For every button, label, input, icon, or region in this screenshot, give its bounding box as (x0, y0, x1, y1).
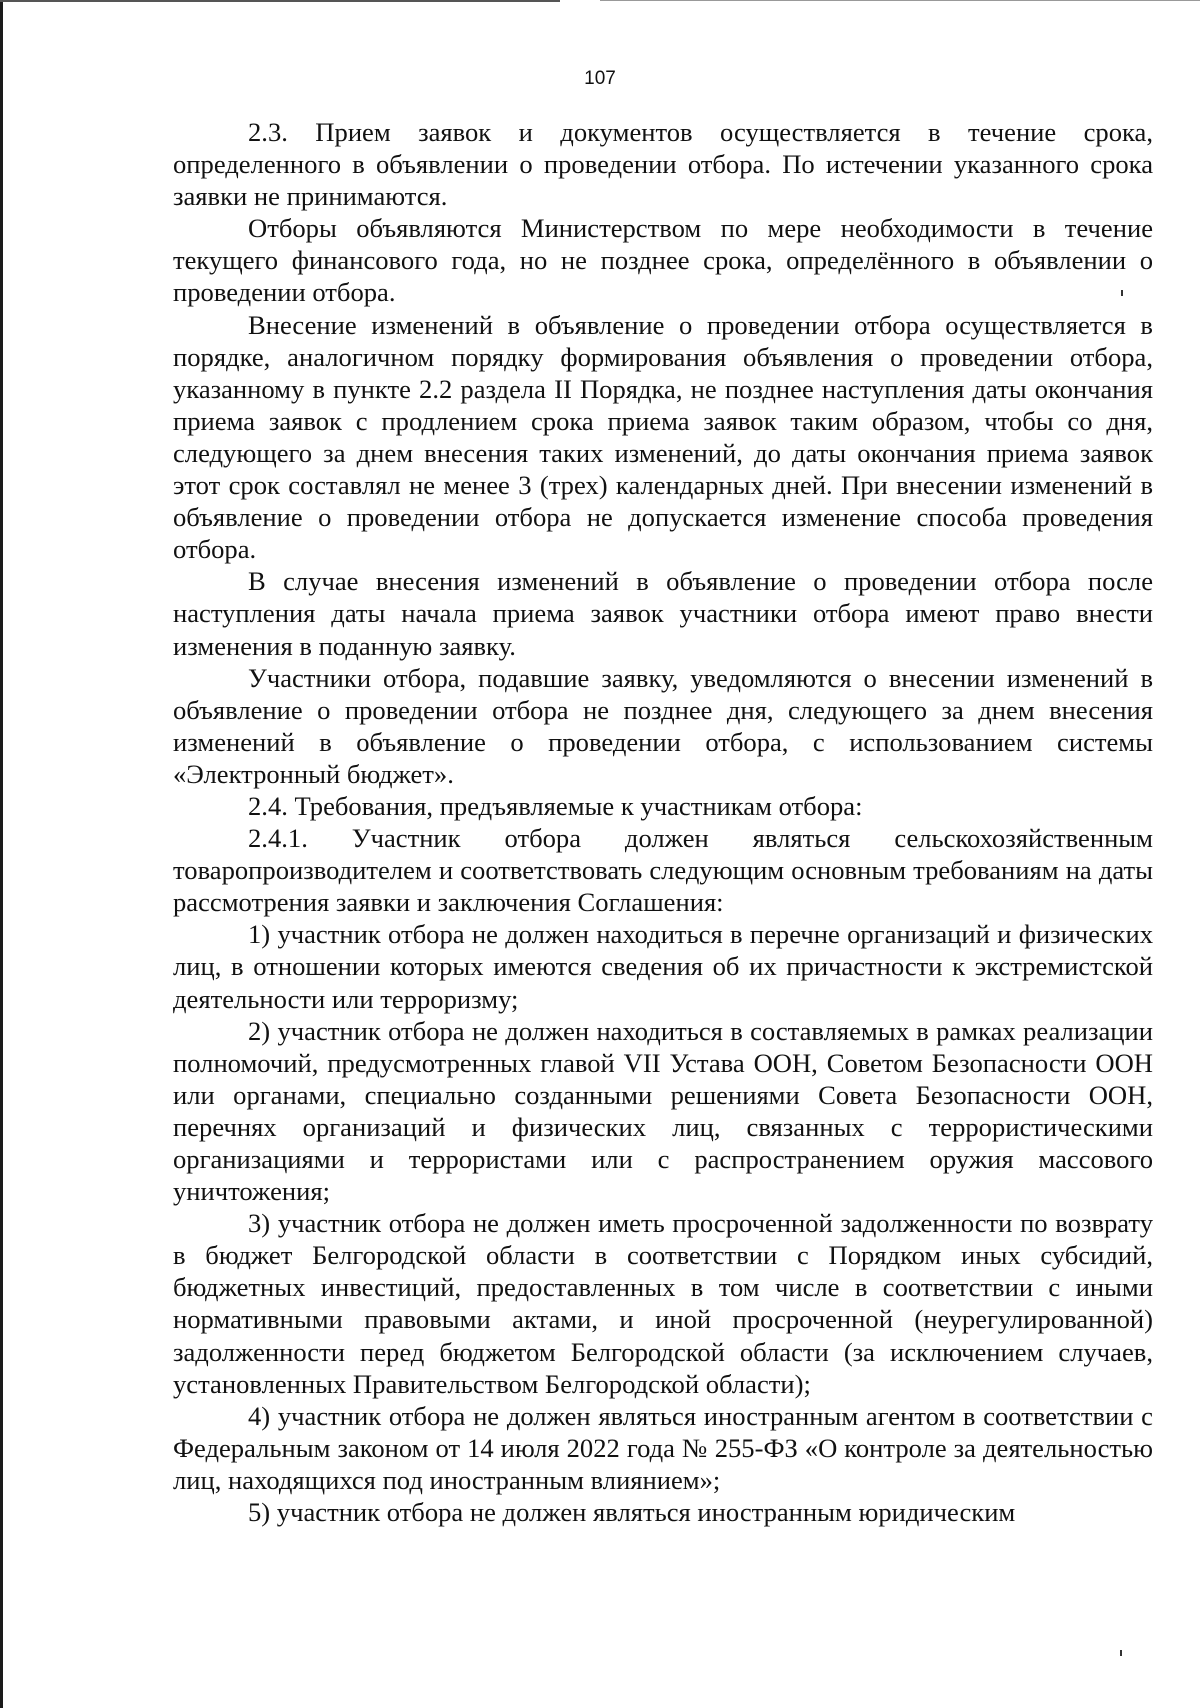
paragraph-changes-after-start: В случае внесения изменений в объявление о проведении отбора после наступления даты начала приема заявок участники отбора имеют право внести изменения в поданную заявку. (173, 566, 1153, 661)
requirement-4: 4) участник отбора не должен являться иностранным агентом в соответствии с Федеральным законом от 14 июля 2022 года № 255-ФЗ «О контроле за деятельностью лиц, находящихся под иностранным влиянием»; (173, 1400, 1153, 1495)
scan-top-edge (0, 0, 560, 2)
scan-top-edge-right (600, 0, 1200, 1)
paragraph-changes-to-announcement: Внесение изменений в объявление о проведении отбора осуществляется в порядке, аналогичном порядку формирования объявления о проведении отбора, указанному в пункте 2.2 раздела II Порядка, не позднее наступления даты окончания приема заявок с продлением срока приема заявок таким образом, чтобы со дня, следующего за днем внесения таких изменений, до даты окончания приема заявок этот срок составлял не менее 3 (трех) календарных дней. При внесении изменений в объявление о проведении отбора не допускается изменение способа проведения отбора. (173, 309, 1153, 565)
requirement-2: 2) участник отбора не должен находиться в составляемых в рамках реализации полномочий, предусмотренных главой VII Устава ООН, Советом Безопасности ООН или органами, специально созданными решениями Совета Безопасности ООН, перечнях организаций и физических лиц, связанных с террористическими организациями и террористами или с распространением оружия массового уничтожения; (173, 1015, 1153, 1207)
paragraph-2-3: 2.3. Прием заявок и документов осуществляется в течение срока, определенного в объявлении о проведении отбора. По истечении указанного срока заявки не принимаются. (173, 117, 1153, 212)
paragraph-2-4: 2.4. Требования, предъявляемые к участникам отбора: (248, 790, 863, 821)
scan-left-edge (0, 0, 3, 1708)
requirement-3: 3) участник отбора не должен иметь просроченной задолженности по возврату в бюджет Белгородской области в соответствии с Порядком иных субсидий, бюджетных инвестиций, предоставленных в том числе в соответствии с иными нормативными правовыми актами, и иной просроченной (неурегулированной) задолженности перед бюджетом Белгородской области (за исключением случаев, установленных Правительством Белгородской области); (173, 1208, 1153, 1399)
scan-speck (1120, 1650, 1122, 1656)
paragraph-participants-notified: Участники отбора, подавшие заявку, уведомляются о внесении изменений в объявление о проведении отбора не позднее дня, следующего за днем внесения изменений в объявление о проведении отбора, с использованием системы «Электронный бюджет». (173, 662, 1153, 789)
page-number: 107 (584, 68, 616, 89)
requirement-5: 5) участник отбора не должен являться иностранным юридическим (248, 1497, 1016, 1528)
scan-speck (1121, 290, 1123, 296)
paragraph-2-4-1: 2.4.1. Участник отбора должен являться сельскохозяйственным товаропроизводителем и соответствовать следующим основным требованиям на даты рассмотрения заявки и заключения Соглашения: (173, 823, 1153, 918)
document-body (173, 116, 1153, 1528)
paragraph-selection-announcement: Отборы объявляются Министерством по мере необходимости в течение текущего финансового года, но не позднее срока, определённого в объявлении о проведении отбора. (173, 213, 1153, 308)
requirement-1: 1) участник отбора не должен находиться в перечне организаций и физических лиц, в отношении которых имеются сведения об их причастности к экстремистской деятельности или терроризму; (173, 919, 1153, 1014)
